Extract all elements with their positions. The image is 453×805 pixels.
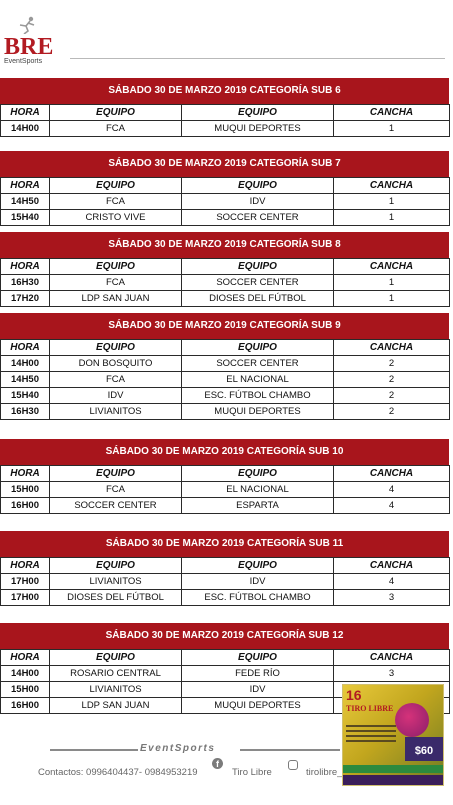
cell-equipo: IDV [50,388,182,404]
cell-equipo: LIVIANITOS [50,682,182,698]
cell-equipo: FCA [50,194,182,210]
runner-icon [16,16,38,34]
cell-cancha: 1 [334,291,450,307]
facebook-icon[interactable]: f [212,758,223,769]
header-hora: HORA [1,259,50,275]
cell-hora: 17H00 [1,590,50,606]
cell-cancha: 1 [334,121,450,137]
cell-equipo-rival: IDV [182,194,334,210]
header-cancha: CANCHA [334,340,450,356]
poster-logo: TIRO LIBRE [346,704,394,713]
header-equipo: EQUIPO [50,178,182,194]
cell-hora: 17H20 [1,291,50,307]
cell-cancha: 4 [334,574,450,590]
header [0,0,453,70]
header-equipo: EQUIPO [50,558,182,574]
contact-phones: Contactos: 0996404437- 0984953219 [38,767,198,778]
schedule-section [0,531,449,606]
cell-hora: 15H00 [1,482,50,498]
header-equipo-rival: EQUIPO [182,340,334,356]
header-equipo: EQUIPO [50,105,182,121]
table-header-row [1,466,450,482]
schedule-section [0,439,449,514]
section-title: SÁBADO 30 DE MARZO 2019 CATEGORÍA SUB 9 [0,313,449,339]
header-equipo-rival: EQUIPO [182,466,334,482]
schedule-table [0,339,450,420]
header-equipo-rival: EQUIPO [182,105,334,121]
cell-equipo: FCA [50,372,182,388]
cell-equipo-rival: MUQUI DEPORTES [182,121,334,137]
cell-equipo: CRISTO VIVE [50,210,182,226]
table-row [1,121,450,137]
table-row [1,291,450,307]
footer-divider-right [240,749,340,751]
schedule-table [0,465,450,514]
cell-equipo-rival: IDV [182,574,334,590]
cell-equipo: FCA [50,121,182,137]
logo-text: BRE [4,34,54,60]
header-hora: HORA [1,340,50,356]
cell-cancha: 2 [334,388,450,404]
header-equipo-rival: EQUIPO [182,650,334,666]
cell-equipo: SOCCER CENTER [50,498,182,514]
cell-equipo: FCA [50,275,182,291]
header-equipo: EQUIPO [50,340,182,356]
table-header-row [1,650,450,666]
poster-strip [343,765,444,773]
cell-cancha: 4 [334,498,450,514]
schedule-table [0,258,450,307]
cell-equipo-rival: EL NACIONAL [182,482,334,498]
section-title: SÁBADO 30 DE MARZO 2019 CATEGORÍA SUB 10 [0,439,449,465]
header-cancha: CANCHA [334,105,450,121]
header-equipo-rival: EQUIPO [182,178,334,194]
table-row [1,666,450,682]
cell-cancha: 2 [334,356,450,372]
table-row [1,275,450,291]
cell-cancha: 1 [334,210,450,226]
cell-hora: 14H00 [1,666,50,682]
cell-hora: 16H30 [1,275,50,291]
table-row [1,372,450,388]
cell-equipo: ROSARIO CENTRAL [50,666,182,682]
header-hora: HORA [1,466,50,482]
cell-hora: 14H50 [1,194,50,210]
table-row [1,210,450,226]
table-row [1,194,450,210]
schedule-table [0,557,450,606]
schedule-section [0,78,449,137]
table-row [1,498,450,514]
header-equipo: EQUIPO [50,650,182,666]
cell-hora: 14H50 [1,372,50,388]
table-row [1,482,450,498]
footer-brand: EventSports [140,743,216,754]
cell-equipo: LDP SAN JUAN [50,291,182,307]
instagram-name: tirolibre_ [306,767,342,778]
table-header-row [1,178,450,194]
header-hora: HORA [1,558,50,574]
cell-hora: 15H40 [1,388,50,404]
soccer-ball-icon [395,703,429,737]
cell-equipo-rival: ESPARTA [182,498,334,514]
header-cancha: CANCHA [334,650,450,666]
cell-hora: 15H40 [1,210,50,226]
schedule-table [0,104,450,137]
cell-cancha: 3 [334,590,450,606]
cell-hora: 14H00 [1,356,50,372]
header-hora: HORA [1,105,50,121]
section-title: SÁBADO 30 DE MARZO 2019 CATEGORÍA SUB 7 [0,151,449,177]
cell-hora: 15H00 [1,682,50,698]
schedule-table [0,177,450,226]
header-divider [70,58,445,59]
cell-hora: 16H00 [1,498,50,514]
cell-equipo-rival: SOCCER CENTER [182,356,334,372]
header-hora: HORA [1,650,50,666]
poster-date: 16 [346,687,362,703]
cell-equipo: DON BOSQUITO [50,356,182,372]
facebook-name: Tiro Libre [232,767,272,778]
section-title: SÁBADO 30 DE MARZO 2019 CATEGORÍA SUB 6 [0,78,449,104]
cell-equipo-rival: IDV [182,682,334,698]
cell-cancha: 4 [334,482,450,498]
event-poster[interactable] [342,684,444,786]
footer-divider-left [50,749,138,751]
poster-fine-print [346,725,396,745]
schedule-section [0,232,449,307]
logo-subtitle: EventSports [4,58,43,65]
cell-hora: 16H30 [1,404,50,420]
cell-equipo-rival: MUQUI DEPORTES [182,698,334,714]
header-hora: HORA [1,178,50,194]
header-cancha: CANCHA [334,259,450,275]
cell-hora: 16H00 [1,698,50,714]
section-title: SÁBADO 30 DE MARZO 2019 CATEGORÍA SUB 8 [0,232,449,258]
schedule-section [0,151,449,226]
cell-hora: 17H00 [1,574,50,590]
cell-equipo-rival: FEDE RÍO [182,666,334,682]
cell-equipo: FCA [50,482,182,498]
cell-cancha: 2 [334,404,450,420]
table-header-row [1,558,450,574]
logo [2,16,72,64]
cell-cancha: 1 [334,275,450,291]
table-header-row [1,340,450,356]
cell-equipo-rival: ESC. FÚTBOL CHAMBO [182,388,334,404]
header-equipo-rival: EQUIPO [182,259,334,275]
poster-price: $60 [414,745,434,757]
cell-equipo-rival: SOCCER CENTER [182,275,334,291]
cell-hora: 14H00 [1,121,50,137]
cell-equipo-rival: SOCCER CENTER [182,210,334,226]
header-equipo-rival: EQUIPO [182,558,334,574]
cell-equipo-rival: DIOSES DEL FÚTBOL [182,291,334,307]
cell-equipo-rival: ESC. FÚTBOL CHAMBO [182,590,334,606]
poster-footer [343,775,444,786]
cell-equipo: LIVIANITOS [50,404,182,420]
section-title: SÁBADO 30 DE MARZO 2019 CATEGORÍA SUB 12 [0,623,449,649]
table-row [1,574,450,590]
cell-cancha: 1 [334,194,450,210]
table-row [1,388,450,404]
cell-equipo: LDP SAN JUAN [50,698,182,714]
table-row [1,590,450,606]
cell-equipo: DIOSES DEL FÚTBOL [50,590,182,606]
cell-cancha: 2 [334,372,450,388]
schedule-section [0,313,449,420]
header-cancha: CANCHA [334,466,450,482]
section-title: SÁBADO 30 DE MARZO 2019 CATEGORÍA SUB 11 [0,531,449,557]
table-header-row [1,105,450,121]
cell-equipo-rival: EL NACIONAL [182,372,334,388]
header-cancha: CANCHA [334,558,450,574]
instagram-icon[interactable] [288,760,298,770]
table-row [1,404,450,420]
cell-equipo-rival: MUQUI DEPORTES [182,404,334,420]
cell-equipo: LIVIANITOS [50,574,182,590]
table-header-row [1,259,450,275]
cell-cancha: 3 [334,666,450,682]
header-cancha: CANCHA [334,178,450,194]
table-row [1,356,450,372]
header-equipo: EQUIPO [50,466,182,482]
header-equipo: EQUIPO [50,259,182,275]
